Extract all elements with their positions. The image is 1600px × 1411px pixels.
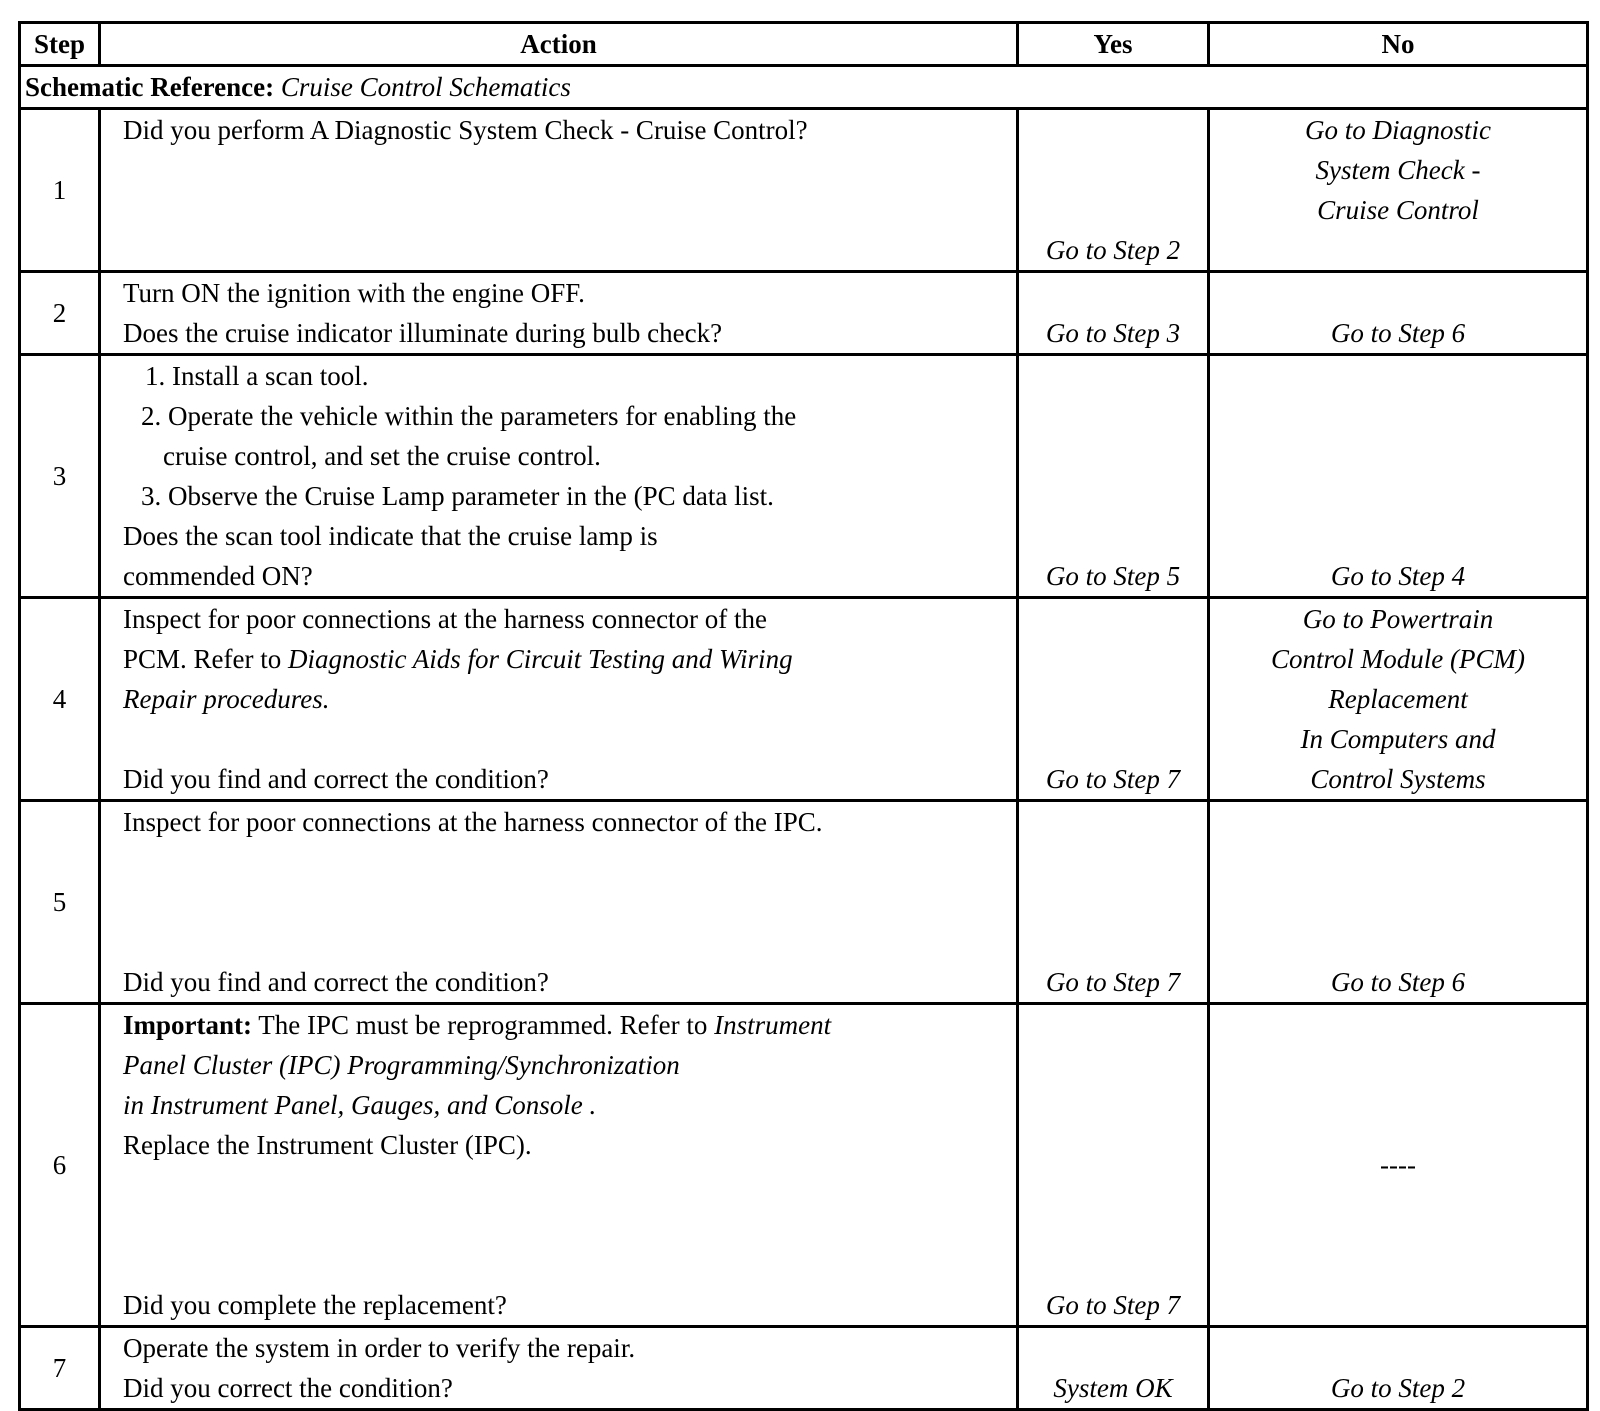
step-number: 2 <box>20 272 100 355</box>
no-cell[interactable]: Go to Step 6 <box>1209 272 1588 355</box>
yes-cell[interactable]: Go to Step 7 <box>1018 801 1209 1004</box>
no-cell[interactable]: Go to Step 6 <box>1209 801 1588 1004</box>
table-row <box>20 109 1588 272</box>
action-cell: Did you perform A Diagnostic System Check - Cruise Control? <box>100 109 1018 272</box>
schematic-link[interactable]: Cruise Control Schematics <box>280 72 571 102</box>
yes-cell[interactable]: Go to Step 3 <box>1018 272 1209 355</box>
list-item: 2. Operate the vehicle within the parameters for enabling the <box>141 401 797 431</box>
header-yes: Yes <box>1018 23 1209 66</box>
step-number: 3 <box>20 355 100 598</box>
reference-link[interactable]: Instrument <box>714 1010 832 1040</box>
action-cell: Important: The IPC must be reprogrammed. Refer to Instrument Panel Cluster (IPC) Programming/Synchronization in Instrument Panel, Gauges, and Console . Replace the Instrument Cluster (IPC). Did you complete the replacement? <box>100 1004 1018 1327</box>
yes-cell[interactable]: Go to Step 5 <box>1018 355 1209 598</box>
action-cell: Inspect for poor connections at the harness connector of the IPC. Did you find and correct the condition? <box>100 801 1018 1004</box>
no-cell[interactable]: Go to Step 4 <box>1209 355 1588 598</box>
reference-link[interactable]: Diagnostic Aids for Circuit Testing and Wiring <box>288 644 793 674</box>
action-cell: Turn ON the ignition with the engine OFF. Does the cruise indicator illuminate during bulb check? <box>100 272 1018 355</box>
no-cell[interactable]: Go to Powertrain Control Module (PCM) Replacement In Computers and Control Systems <box>1209 598 1588 801</box>
list-item: cruise control, and set the cruise control. <box>163 441 601 471</box>
header-step: Step <box>20 23 100 66</box>
schematic-label: Schematic Reference: <box>25 72 275 102</box>
table-row <box>20 598 1588 801</box>
step-number: 6 <box>20 1004 100 1327</box>
yes-cell[interactable]: System OK <box>1018 1327 1209 1410</box>
schematic-reference-row <box>20 66 1588 109</box>
no-cell: ---- <box>1209 1004 1588 1327</box>
step-number: 5 <box>20 801 100 1004</box>
no-cell[interactable]: Go to Diagnostic System Check - Cruise Control <box>1209 109 1588 272</box>
diagnostic-table <box>18 21 1589 1411</box>
reference-link[interactable]: Panel Cluster (IPC) Programming/Synchronization <box>123 1050 680 1080</box>
table-row <box>20 801 1588 1004</box>
yes-cell[interactable]: Go to Step 7 <box>1018 1004 1209 1327</box>
step-number: 7 <box>20 1327 100 1410</box>
table-row <box>20 272 1588 355</box>
reference-link[interactable]: Repair procedures. <box>123 684 330 714</box>
table-row <box>20 1327 1588 1410</box>
action-cell: 1. Install a scan tool. 2. Operate the vehicle within the parameters for enabling the cruise control, and set the cruise control. 3. Observe the Cruise Lamp parameter in the (PC data list. Does the scan tool indicate that the cruise lamp is commended ON? <box>100 355 1018 598</box>
action-cell: Operate the system in order to verify the repair. Did you correct the condition? <box>100 1327 1018 1410</box>
yes-cell[interactable]: Go to Step 2 <box>1018 109 1209 272</box>
schematic-reference <box>20 66 1588 109</box>
no-cell[interactable]: Go to Step 2 <box>1209 1327 1588 1410</box>
step-number: 1 <box>20 109 100 272</box>
list-item: 3. Observe the Cruise Lamp parameter in the (PC data list. <box>141 481 774 511</box>
table-row <box>20 355 1588 598</box>
header-no: No <box>1209 23 1588 66</box>
action-cell: Inspect for poor connections at the harness connector of the PCM. Refer to Diagnostic Aids for Circuit Testing and Wiring Repair procedures. Did you find and correct the condition? <box>100 598 1018 801</box>
step-number: 4 <box>20 598 100 801</box>
table-row <box>20 1004 1588 1327</box>
header-row <box>20 23 1588 66</box>
yes-cell[interactable]: Go to Step 7 <box>1018 598 1209 801</box>
important-label: Important: <box>123 1010 252 1040</box>
list-item: 1. Install a scan tool. <box>145 361 369 391</box>
header-action: Action <box>100 23 1018 66</box>
reference-link[interactable]: in Instrument Panel, Gauges, and Console . <box>123 1090 597 1120</box>
